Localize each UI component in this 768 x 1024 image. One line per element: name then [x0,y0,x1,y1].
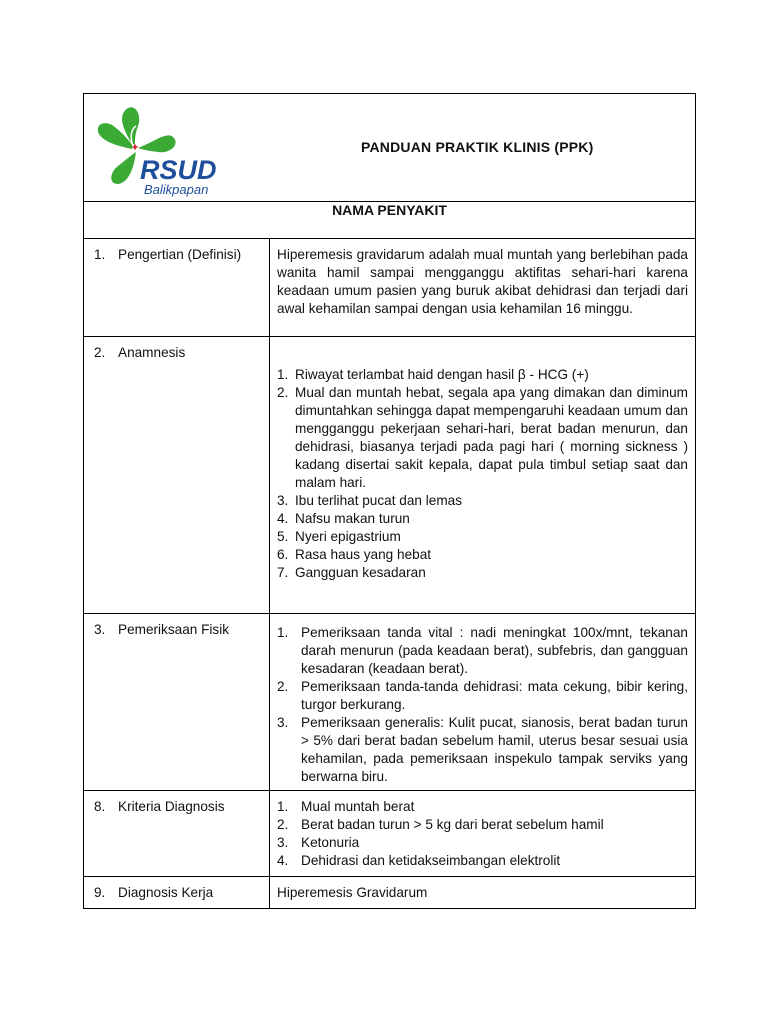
definisi-text: Hiperemesis gravidarum adalah mual muntah yang berlebihan pada wanita hamil sampai mengganggu aktifitas sehari-hari karena keadaan umum pasien yang buruk akibat dehidrasi dan terjadi dari awal kehamilan sampai dengan usia kehamilan 16 minggu. [277,247,688,316]
list-item: 3. Ibu terlihat pucat dan lemas [277,493,463,508]
list-item: 2. Mual dan muntah hebat, segala apa yang dimakan dan diminum dimuntahkan sehingga dapat mempengaruhi keadaan umum dan mengganggu pekerjaan sehari-hari, berat badan menurun, dan dehidrasi, biasanya terjadi pada pagi hari ( morning sickness ) kadang disertai sakit kepala, dapat pula timbul setiap saat dan malam hari. [277,385,688,490]
rsud-logo [94,102,224,197]
row-label: 2. Anamnesis [94,345,186,360]
row-anamnesis [84,337,696,614]
row-label: 8. Kriteria Diagnosis [94,799,225,814]
row-label: 9. Diagnosis Kerja [94,885,214,900]
anamnesis-list [277,366,688,582]
row-label: 1. Pengertian (Definisi) [94,247,242,262]
header-cell [84,94,696,202]
list-item: 4. Dehidrasi dan ketidakseimbangan elektrolit [277,853,561,868]
fisik-list [277,624,688,786]
list-item: 1. Riwayat terlambat haid dengan hasil β - HCG (+) [277,367,589,382]
row-diagnosis-kerja [84,877,696,909]
list-item: 5. Nyeri epigastrium [277,529,401,544]
row-kriteria-diagnosis [84,791,696,877]
kriteria-list [277,798,688,870]
list-item: 1. Pemeriksaan tanda vital : nadi meningkat 100x/mnt, tekanan darah menurun (pada keadaan berat), subfebris, dan gangguan kesadaran (keadaan berat). [277,625,688,676]
section-title-row [84,202,696,239]
row-pemeriksaan-fisik [84,614,696,791]
list-item: 4. Nafsu makan turun [277,511,410,526]
list-item: 6. Rasa haus yang hebat [277,547,432,562]
logo-subtext: Balikpapan [144,182,209,197]
list-item: 1. Mual muntah berat [277,799,415,814]
list-item: 7. Gangguan kesadaran [277,565,426,580]
row-label: 3. Pemeriksaan Fisik [94,622,230,637]
header-row [84,94,696,202]
ppk-table [83,93,696,909]
ppk-document [83,93,695,909]
section-title: NAMA PENYAKIT [84,202,696,239]
row-definisi [84,239,696,337]
list-item: 2. Pemeriksaan tanda-tanda dehidrasi: mata cekung, bibir kering, turgor berkurang. [277,679,688,712]
diagnosis-kerja-text: Hiperemesis Gravidarum [277,885,428,900]
page-title: PANDUAN PRAKTIK KLINIS (PPK) [361,139,594,155]
list-item: 3. Ketonuria [277,835,360,850]
logo-text: RSUD [140,155,217,185]
list-item: 2. Berat badan turun > 5 kg dari berat sebelum hamil [277,817,604,832]
list-item: 3. Pemeriksaan generalis: Kulit pucat, sianosis, berat badan turun > 5% dari berat badan sebelum hamil, uterus besar sesuai usia kehamilan, pada pemeriksaan inspekulo tampak serviks yang berwarna biru. [277,715,688,784]
